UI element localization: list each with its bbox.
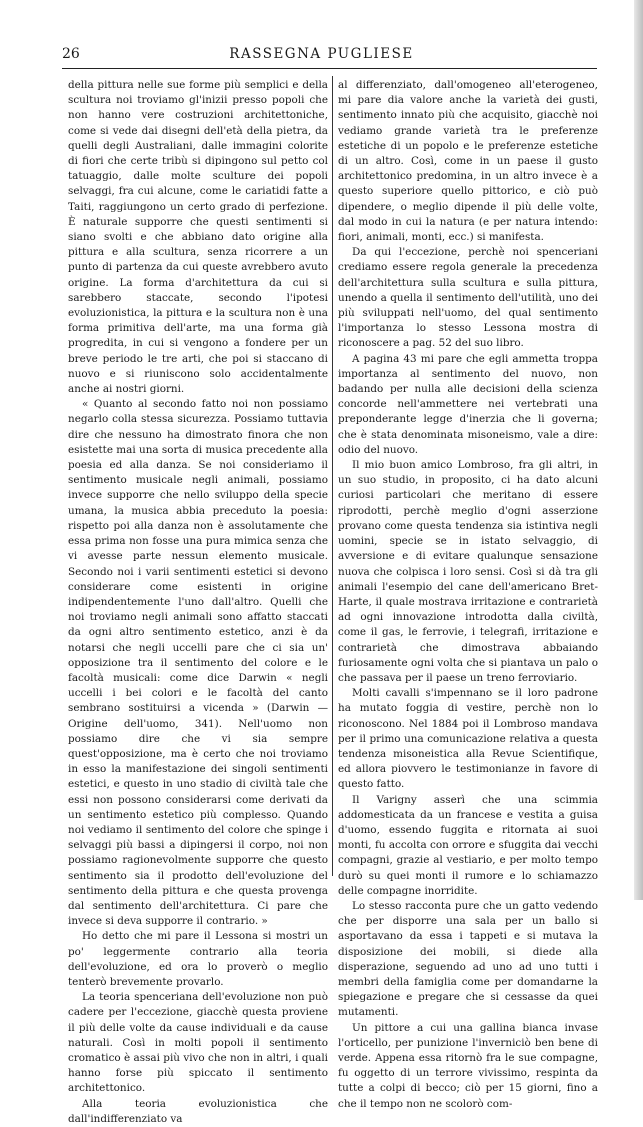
running-title: RASSEGNA PUGLIESE bbox=[229, 46, 414, 62]
right-column bbox=[338, 78, 598, 1112]
paragraph: « Quanto al secondo fatto noi non possiamo negarlo colla stessa sicurezza. Possiamo tuttavia dire che nessuno ha dimostrato finora che non esistette mai una sorta di musica precedente alla poesia ed alla danza. Se noi consideriamo il sentimento musicale negli animali, possiamo invece supporre che nello sviluppo della specie umana, la musica abbia preceduto la poesia: rispetto poi alla danza non è assolutamente che essa prima non fosse una pura mimica senza che vi avesse parte nessun elemento musicale. Secondo noi i varii sentimenti estetici si devono considerare come esistenti in origine indipendentemente l'uno dall'altro. Quelli che noi troviamo negli animali sono affatto staccati da ogni altro sentimento estetico, anzi è da notarsi che negli uccelli pare che ci sia un' opposizione tra il sentimento del colore e le facoltà musicali: come dice Darwin « negli uccelli i bei colori e le facoltà del canto sembrano sostituirsi a vicenda » (Darwin — Origine dell'uomo, 341). Nell'uomo non possiamo dire che vi sia sempre quest'opposizione, ma è certo che noi troviamo in esso la manifestazione dei singoli sentimenti estetici, e questo in uno stadio di civiltà tale che essi non possono considerarsi come derivati da un sentimento estetico più complesso. Quando noi vediamo il sentimento del colore che spinge i selvaggi più bassi a dipingersi il corpo, noi non possiamo ragionevolmente supporre che questo sentimento sia il prodotto dell'evoluzione del sentimento della pittura e che questa provenga dal sentimento dell'architettura. Ci pare che invece si deva supporre il contrario. » bbox=[68, 398, 328, 928]
left-column bbox=[68, 78, 328, 1127]
page-number: 26 bbox=[62, 46, 80, 62]
page-edge bbox=[634, 0, 643, 900]
paragraph: Alla teoria evoluzionistica che dall'indifferenziato va bbox=[68, 1097, 328, 1125]
paragraph: Il mio buon amico Lombroso, fra gli altri, in un suo studio, in proposito, ci ha dato alcuni curiosi particolari che meritano di essere riprodotti, perchè meglio d'ogni asserzione provano come questa tendenza sia istintiva negli uomini, specie se in istato selvaggio, di avversione e di evitare qualunque sensazione nuova che colpisca i loro sensi. Così si dà tra gli animali l'esempio del cane dell'americano Bret-Harte, il quale mostrava irritazione e contrarietà ad ogni innovazione introdotta dalla civiltà, come il gas, le ferrovie, i telegrafi, irritazione e contrarietà che dimostrava abbaiando furiosamente ogni volta che si piantava un palo o che passava per il paese un treno ferroviario. bbox=[338, 459, 598, 684]
paragraph: Molti cavalli s'impennano se il loro padrone ha mutato foggia di vestire, perchè non lo riconoscono. Nel 1884 poi il Lombroso mandava per il primo una comunicazione relativa a questa tendenza misoneistica alla Revue Scientifique, ed allora piovvero le testimonianze in favore di questo fatto. bbox=[338, 687, 598, 791]
paragraph: della pittura nelle sue forme più semplici e della scultura noi troviamo gl'inizii presso popoli che non hanno vere costruzioni architettoniche, come si vede dai disegni dell'età della pietra, da quelli degli Australiani, dalle immagini colorite di fiori che certe tribù si dipingono sul petto col tatuaggio, dalle molte sculture dei popoli selvaggi, fra cui alcune, come le cariatidi fatte a Taiti, raggiungono un certo grado di perfezione. È naturale supporre che questi sentimenti si siano svolti e che abbiano dato origine alla pittura e alla scultura, senza ricorrere a un punto di partenza da cui queste avrebbero avuto origine. La forma d'architettura da cui si sarebbero staccate, secondo l'ipotesi evoluzionistica, la pittura e la scultura non è una forma primitiva dell'arte, ma una forma già progredita, in cui si vengono a fondere per un breve periodo le tre arti, che poi si staccano di nuovo e si riuniscono solo accidentalmente anche ai nostri giorni. bbox=[68, 79, 328, 396]
paragraph: La teoria spenceriana dell'evoluzione non può cadere per l'eccezione, giacchè questa proviene il più delle volte da cause individuali e da cause naturali. Così in molti popoli il sentimento cromatico è assai più vivo che non in altri, i quali hanno forse più spiccato il sentimento architettonico. bbox=[68, 991, 328, 1095]
paragraph: A pagina 43 mi pare che egli ammetta troppa importanza al sentimento del nuovo, non badando per nulla alle decisioni della scienza concorde nell'ammettere nei vertebrati una preponderante legge d'inerzia che li governa; che è stata denominata misoneismo, vale a dire: odio del nuovo. bbox=[338, 352, 598, 456]
header-rule bbox=[62, 68, 597, 69]
paragraph: Lo stesso racconta pure che un gatto vedendo che per disporre una sala per un ballo si asportavano da essa i tappeti e si mutava la disposizione dei mobili, si diede alla disperazione, seguendo ad uno ad uno tutti i membri della famiglia come per domandarne la spiegazione e pregare che si cessasse da quei mutamenti. bbox=[338, 899, 598, 1019]
paragraph: Il Varigny asserì che una scimmia addomesticata da un francese e vestita a guisa d'uomo, essendo fuggita e ritornata ai suoi monti, fu accolta con orrore e sfuggita dai vecchi compagni, grazie al vestiario, e per molto tempo durò su quei monti il rumore e lo schiamazzo delle compagne inorridite. bbox=[338, 793, 598, 897]
paragraph: al differenziato, dall'omogeneo all'eterogeneo, mi pare dia valore anche la varietà dei gusti, sentimento innato più che acquisito, giacchè noi vediamo grande varietà tra le preferenze estetiche di un popolo e le preferenze estetiche di un altro. Così, come in un paese il gusto architettonico predomina, in un altro invece è a questo superiore quello pittorico, e ciò può dipendere, o meglio dipende il più delle volte, dal modo in cui la natura (e per natura intendo: fiori, animali, monti, ecc.) si manifesta. bbox=[338, 79, 598, 244]
paragraph: Un pittore a cui una gallina bianca invase l'orticello, per punizione l'inverniciò ben bene di verde. Appena essa ritornò fra le sue compagne, fu oggetto di un terrore vivissimo, respinta da tutte a colpi di becco; ciò per 15 giorni, fino a che il tempo non ne scolorò com- bbox=[338, 1021, 598, 1110]
paragraph: Ho detto che mi pare il Lessona si mostri un po' leggermente contrario alla teoria dell'evoluzione, ed ora lo proverò o meglio tenterò brevemente provarlo. bbox=[68, 930, 328, 988]
column-divider bbox=[332, 76, 333, 876]
paragraph: Da qui l'eccezione, perchè noi spenceriani crediamo essere regola generale la precedenza dell'architettura sulla scultura e sulla pittura, unendo a quella il sentimento dell'utilità, uno dei più sviluppati nell'uomo, del qual sentimento l'importanza lo stesso Lessona mostra di riconoscere a pag. 52 del suo libro. bbox=[338, 246, 598, 350]
